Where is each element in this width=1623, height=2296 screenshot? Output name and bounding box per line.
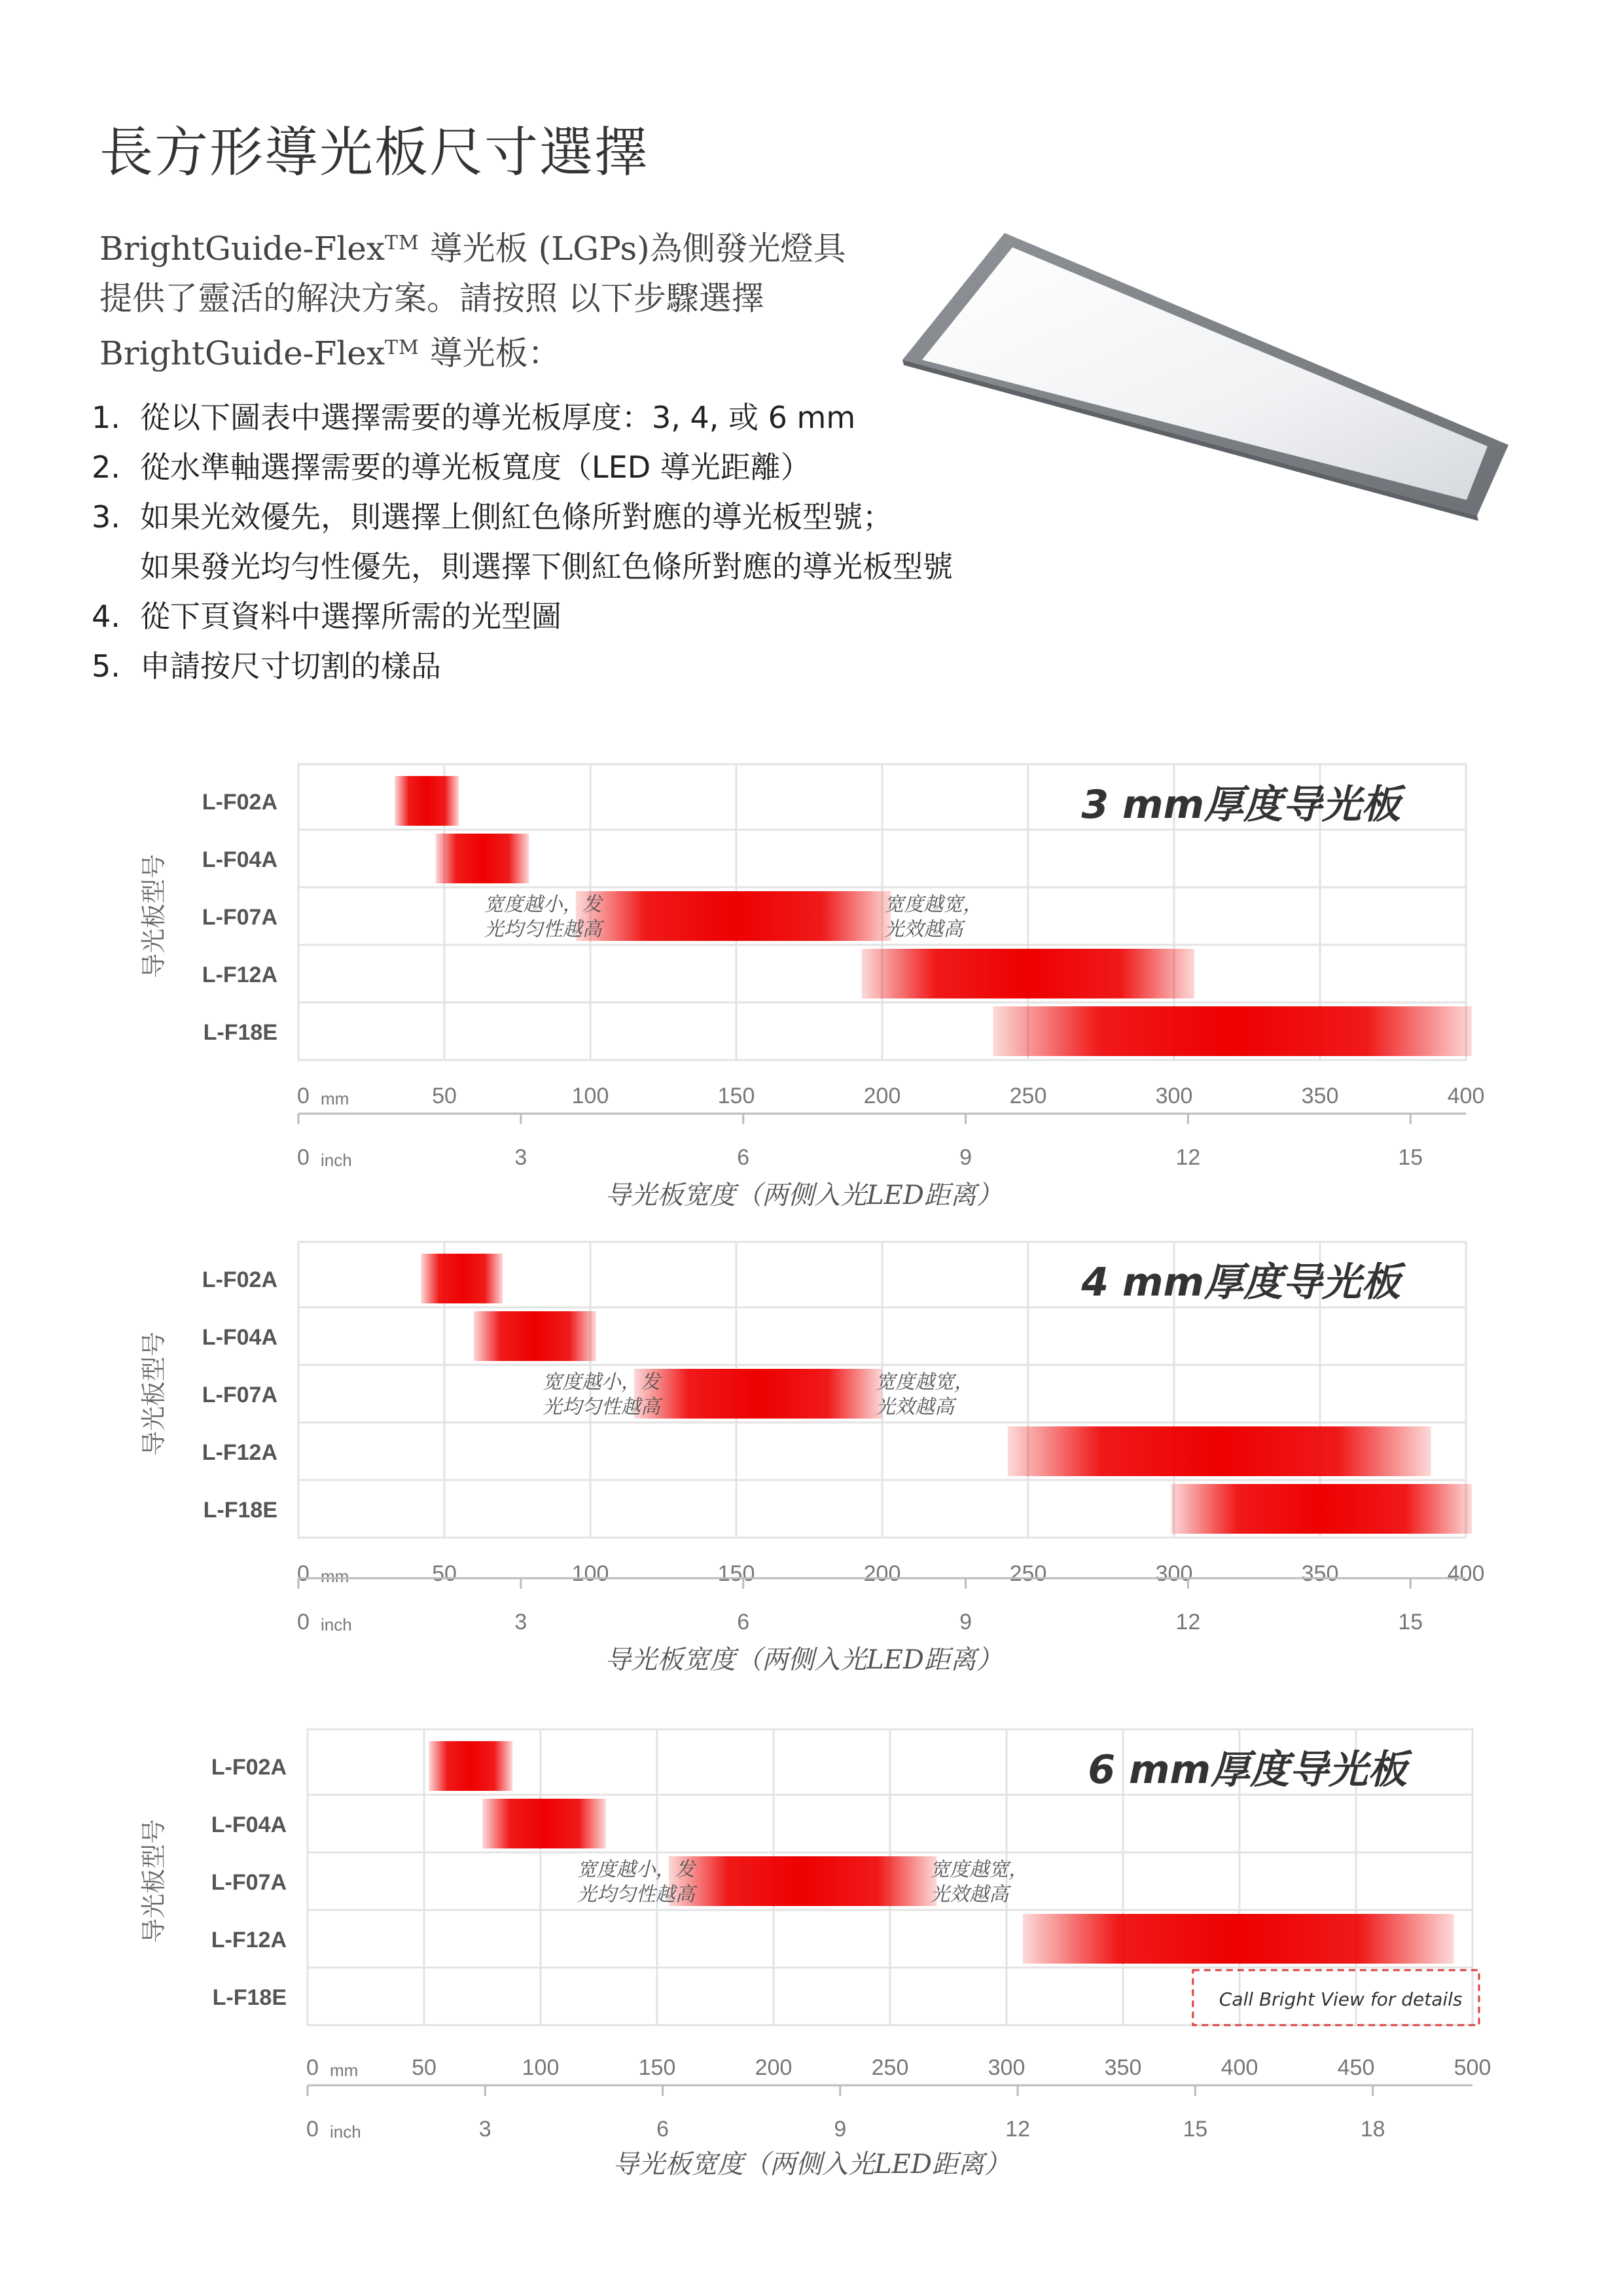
range-bar	[429, 1741, 512, 1791]
step-number: 1.	[92, 400, 120, 435]
x-tick-mm: 250	[1009, 1084, 1047, 1108]
x-tick-mm: 350	[1104, 2055, 1142, 2080]
note-efficiency: 光效越高	[876, 1396, 954, 1419]
range-bar	[474, 1311, 596, 1361]
x-tick-inch: 12	[1175, 1610, 1201, 1634]
note-efficiency: 宽度越宽，	[884, 893, 983, 916]
x-tick-inch: 9	[834, 2117, 847, 2142]
category-label: L-F07A	[202, 905, 277, 930]
note-efficiency: 光效越高	[884, 918, 963, 941]
x-unit-mm: mm	[330, 2060, 359, 2080]
note-uniformity: 光均匀性越高	[542, 1396, 660, 1419]
note-uniformity: 光均匀性越高	[484, 918, 602, 941]
x-tick-mm: 200	[863, 1084, 901, 1108]
chart-6mm	[0, 1718, 1623, 2202]
note-efficiency: 宽度越宽，	[930, 1858, 1029, 1881]
x-tick-inch: 15	[1398, 1145, 1423, 1170]
note-uniformity: 宽度越小，发	[577, 1858, 695, 1881]
x-tick-mm: 300	[988, 2055, 1026, 2080]
x-tick-inch: 0	[297, 1145, 310, 1170]
step-text: 從以下圖表中選擇需要的導光板厚度：3, 4, 或 6 mm	[140, 400, 856, 435]
step-text: 從水準軸選擇需要的導光板寬度（LED 導光距離）	[140, 450, 811, 485]
note-efficiency: 光效越高	[930, 1883, 1009, 1906]
category-label: L-F02A	[202, 790, 277, 815]
x-unit-inch: inch	[330, 2122, 361, 2142]
x-tick-mm: 200	[755, 2055, 793, 2080]
chart-svg	[0, 1718, 1623, 2202]
category-label: L-F04A	[202, 1325, 277, 1350]
x-tick-mm: 500	[1454, 2055, 1491, 2080]
x-unit-mm: mm	[321, 1566, 349, 1586]
step-text-secondary: 如果發光均勻性優先，則選擇下側紅色條所對應的導光板型號	[140, 549, 953, 584]
category-label: L-F12A	[202, 963, 277, 987]
x-tick-mm: 400	[1447, 1561, 1485, 1586]
page-title: 長方形導光板尺寸選擇	[99, 122, 650, 184]
chart-4mm	[0, 1230, 1623, 1701]
x-tick-mm: 150	[717, 1084, 755, 1108]
step-item	[92, 641, 1113, 691]
range-bar	[395, 776, 459, 826]
range-bar	[993, 1006, 1471, 1056]
x-tick-mm: 150	[717, 1561, 755, 1586]
y-axis-title: 导光板型号	[139, 853, 168, 979]
y-axis-title: 导光板型号	[139, 1331, 168, 1457]
intro-line-2: 提供了靈活的解決方案。請按照 以下步驟選擇	[99, 279, 764, 317]
step-item	[92, 592, 1113, 641]
x-tick-inch: 3	[514, 1145, 527, 1170]
step-text: 如果光效優先，則選擇上側紅色條所對應的導光板型號；	[140, 499, 893, 535]
x-tick-mm: 0	[306, 2055, 319, 2080]
trademark-mark: TM	[385, 232, 419, 255]
x-tick-mm: 150	[638, 2055, 676, 2080]
x-tick-mm: 50	[432, 1561, 457, 1586]
intro-text: 導光板：	[419, 334, 561, 372]
x-tick-mm: 250	[1009, 1561, 1047, 1586]
category-label: L-F07A	[202, 1383, 277, 1407]
x-axis-title: 导光板宽度（两侧入光LED距离）	[605, 1180, 1003, 1210]
x-tick-mm: 100	[571, 1084, 609, 1108]
x-tick-inch: 3	[478, 2117, 491, 2142]
x-axis-title: 导光板宽度（两侧入光LED距离）	[613, 2149, 1010, 2180]
x-tick-mm: 400	[1447, 1084, 1485, 1108]
x-tick-mm: 200	[863, 1561, 901, 1586]
step-text: 從下頁資料中選擇所需的光型圖	[140, 599, 562, 634]
range-bar	[436, 834, 529, 883]
range-bar	[1171, 1484, 1472, 1534]
x-unit-inch: inch	[321, 1615, 352, 1634]
category-label: L-F18E	[212, 1985, 287, 2010]
x-tick-inch: 6	[656, 2117, 669, 2142]
intro-line-1	[99, 219, 911, 274]
x-tick-mm: 450	[1337, 2055, 1375, 2080]
range-bar	[634, 1369, 882, 1419]
category-label: L-F12A	[211, 1928, 287, 1952]
intro-text: 導光板 (LGPs)為側發光燈具	[419, 230, 846, 268]
x-tick-inch: 12	[1005, 2117, 1031, 2142]
x-tick-inch: 18	[1360, 2117, 1385, 2142]
x-unit-mm: mm	[321, 1089, 349, 1108]
chart-title: 3 mm厚度导光板	[1081, 782, 1400, 828]
category-label: L-F04A	[202, 847, 277, 872]
x-axis-title: 导光板宽度（两侧入光LED距离）	[605, 1645, 1003, 1675]
x-tick-mm: 250	[871, 2055, 909, 2080]
range-bar	[482, 1799, 606, 1848]
range-bar	[1008, 1426, 1431, 1476]
x-tick-mm: 400	[1221, 2055, 1258, 2080]
x-tick-mm: 50	[432, 1084, 457, 1108]
x-tick-inch: 12	[1175, 1145, 1201, 1170]
x-tick-inch: 3	[514, 1610, 527, 1634]
category-label: L-F02A	[211, 1755, 287, 1780]
x-tick-mm: 350	[1301, 1561, 1339, 1586]
category-label: L-F07A	[211, 1870, 287, 1895]
step-number: 3.	[92, 499, 120, 535]
trademark-mark: TM	[385, 336, 419, 359]
brand-name: BrightGuide-Flex	[99, 334, 385, 372]
category-label: L-F18E	[203, 1498, 277, 1523]
x-tick-inch: 15	[1398, 1610, 1423, 1634]
category-label: L-F04A	[211, 1812, 287, 1837]
x-tick-mm: 0	[297, 1561, 310, 1586]
category-label: L-F12A	[202, 1440, 277, 1465]
chart-title: 4 mm厚度导光板	[1081, 1260, 1400, 1305]
x-tick-mm: 300	[1155, 1561, 1193, 1586]
x-tick-inch: 9	[959, 1145, 972, 1170]
chart-3mm	[0, 752, 1623, 1224]
note-uniformity: 光均匀性越高	[577, 1883, 695, 1906]
category-label: L-F18E	[203, 1020, 277, 1045]
x-tick-mm: 300	[1155, 1084, 1193, 1108]
intro-paragraph	[99, 219, 911, 378]
range-bar	[862, 949, 1194, 998]
note-uniformity: 宽度越小，发	[542, 1371, 660, 1394]
category-label: L-F02A	[202, 1267, 277, 1292]
chart-svg	[0, 752, 1623, 1224]
range-bar	[1023, 1914, 1454, 1964]
x-tick-mm: 350	[1301, 1084, 1339, 1108]
x-tick-inch: 0	[297, 1610, 310, 1634]
call-note-text: Call Bright View for details	[1219, 1988, 1463, 2010]
led-panel-illustration	[900, 229, 1515, 523]
x-tick-mm: 50	[412, 2055, 437, 2080]
brand-name: BrightGuide-Flex	[99, 230, 385, 268]
x-tick-mm: 100	[522, 2055, 560, 2080]
x-tick-inch: 9	[959, 1610, 972, 1634]
step-number: 4.	[92, 599, 120, 634]
x-tick-inch: 6	[737, 1145, 750, 1170]
x-tick-inch: 0	[306, 2117, 319, 2142]
range-bar	[421, 1254, 503, 1303]
step-number: 2.	[92, 450, 120, 485]
step-number: 5.	[92, 648, 120, 684]
x-tick-inch: 6	[737, 1610, 750, 1634]
x-tick-inch: 15	[1183, 2117, 1208, 2142]
x-unit-inch: inch	[321, 1150, 352, 1170]
note-uniformity: 宽度越小，发	[484, 893, 602, 916]
step-text: 申請按尺寸切割的樣品	[140, 648, 441, 684]
chart-title: 6 mm厚度导光板	[1088, 1747, 1407, 1793]
x-tick-mm: 0	[297, 1084, 310, 1108]
intro-line-3	[99, 323, 911, 378]
x-tick-mm: 100	[571, 1561, 609, 1586]
range-bar	[576, 891, 891, 941]
range-bar	[669, 1856, 936, 1906]
chart-svg	[0, 1230, 1623, 1701]
note-efficiency: 宽度越宽，	[876, 1371, 974, 1394]
step-item	[92, 393, 938, 442]
y-axis-title: 导光板型号	[139, 1818, 168, 1944]
